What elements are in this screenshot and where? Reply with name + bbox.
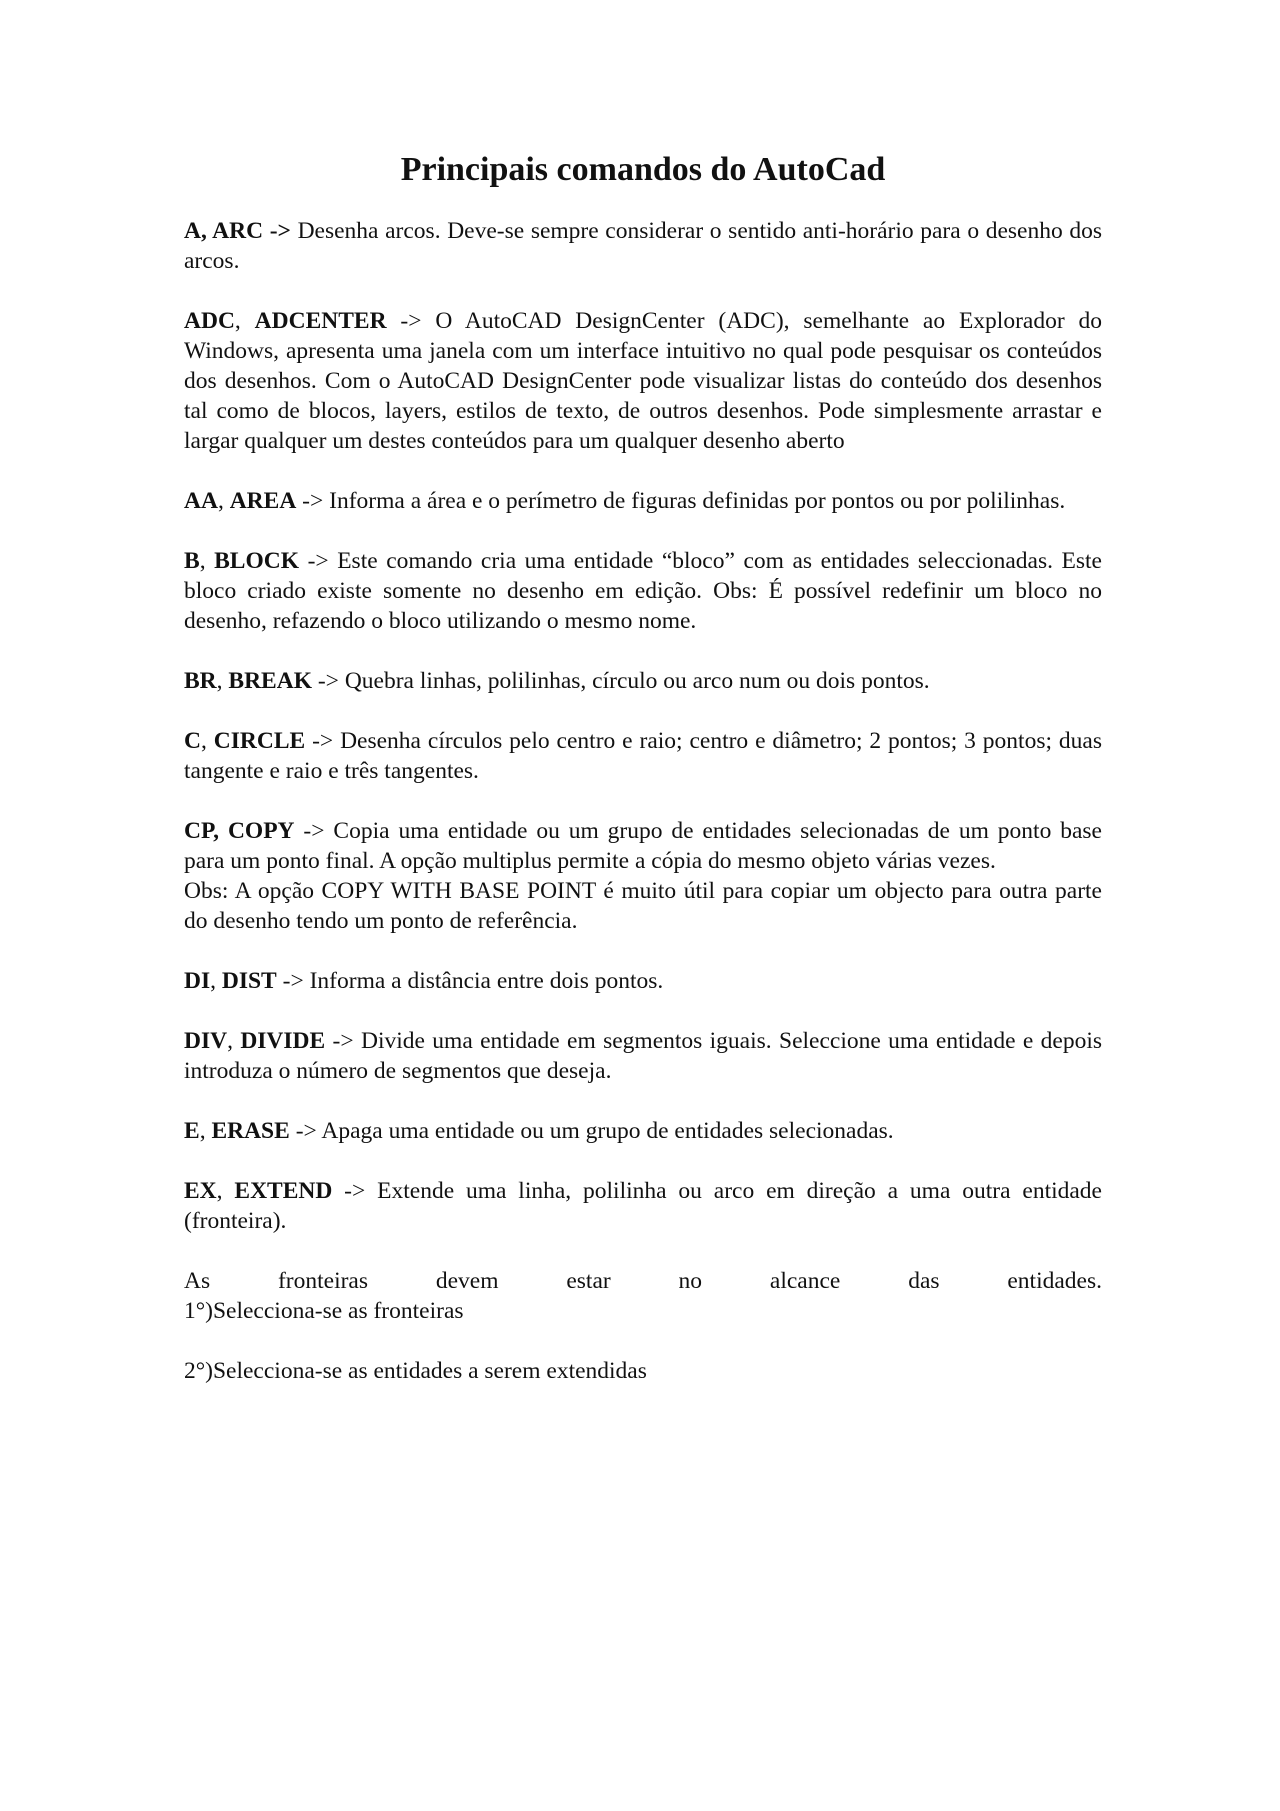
page-title: Principais comandos do AutoCad [400,151,886,188]
entry-divide [184,1026,1102,1086]
command-description: Informa a distância entre dois pontos. [309,968,664,994]
entry-text [184,1116,1102,1146]
entry-note: Obs: A opção COPY WITH BASE POINT é muito útil para copiar um objecto para outra parte do desenho tendo um ponto de referência. [184,878,1102,934]
command-name: EXTEND [234,1178,333,1204]
entry-text [184,816,1102,876]
command-name: CIRCLE [213,728,306,754]
extend-step-2: 2°)Selecciona-se as entidades a serem extendidas [184,1358,647,1384]
command-alias: AA [184,488,218,514]
command-description: Apaga uma entidade ou um grupo de entidades selecionadas. [321,1118,894,1144]
command-description: Informa a área e o perímetro de figuras definidas por pontos ou por polilinhas. [329,488,1066,514]
entry-text [184,1026,1102,1086]
entry-text [184,306,1102,456]
entry-text [184,666,1102,696]
entry-circle [184,726,1102,786]
command-alias: DIV [184,1028,228,1054]
command-description: Quebra linhas, polilinhas, círculo ou arco num ou dois pontos. [344,668,930,694]
command-description: Extende uma linha, polilinha ou arco em direção a uma outra entidade (fronteira). [184,1178,1102,1234]
command-name: AREA [229,488,297,514]
document-page [184,150,1102,1416]
command-alias: C [184,728,201,754]
command-alias: DI [184,968,211,994]
command-name: ERASE [211,1118,290,1144]
command-arrow: -> [311,668,345,694]
command-separator: , [216,1178,235,1204]
command-arrow: -> [325,1028,361,1054]
command-separator: , [200,728,214,754]
command-name: ADCENTER [254,308,387,334]
command-alias: A, ARC [184,218,264,244]
entry-text [184,1176,1102,1236]
command-description: Desenha círculos pelo centro e raio; centro e diâmetro; 2 pontos; 3 pontos; duas tangente e raio e três tangentes. [184,728,1102,784]
entry-break [184,666,1102,696]
command-separator: , [227,1028,241,1054]
command-alias: B [184,548,200,574]
command-separator: , [199,1118,212,1144]
entry-adcenter [184,306,1102,456]
entry-area [184,486,1102,516]
command-arrow: -> [294,818,334,844]
command-alias: ADC [184,308,235,334]
entry-dist [184,966,1102,996]
command-name: BREAK [228,668,312,694]
extend-notes [184,1266,1102,1326]
command-arrow: -> [305,728,341,754]
entry-text [184,546,1102,636]
entry-text [184,216,1102,276]
entry-extend [184,1176,1102,1236]
extend-note-line: As fronteiras devem estar no alcance das entidades. [184,1268,1102,1294]
command-arrow: -> [289,1118,322,1144]
command-separator: , [217,488,230,514]
extend-step-1: 1°)Selecciona-se as fronteiras [184,1298,464,1324]
command-arrow: -> [299,548,338,574]
command-alias: E [184,1118,200,1144]
command-separator: , [234,308,255,334]
command-alias: CP, COPY [184,818,295,844]
command-description: Copia uma entidade ou um grupo de entidades selecionadas de um ponto base para um ponto final. A opção multiplus permite a cópia do mesmo objeto várias vezes. [184,818,1102,874]
entry-text [184,966,1102,996]
entry-block [184,546,1102,636]
command-description: Este comando cria uma entidade “bloco” com as entidades seleccionadas. Este bloco criado existe somente no desenho em edição. Obs: É possível redefinir um bloco no desenho, refazendo o bloco utilizando o mesmo nome. [184,548,1102,634]
command-description: O AutoCAD DesignCenter (ADC), semelhante ao Explorador do Windows, apresenta uma janela com um interface intuitivo no qual pode pesquisar os conteúdos dos desenhos. Com o AutoCAD DesignCenter pode visualizar listas do conteúdo dos desenhos tal como de blocos, layers, estilos de texto, de outros desenhos. Pode simplesmente arrastar e largar qualquer um destes conteúdos para um qualquer desenho aberto [184,308,1103,454]
entry-erase [184,1116,1102,1146]
command-separator: , [199,548,215,574]
entry-text [184,486,1102,516]
command-arrow: -> [386,308,436,334]
command-name: DIST [221,968,277,994]
command-separator: , [216,668,229,694]
command-description: Desenha arcos. Deve-se sempre considerar o sentido anti-horário para o desenho dos arcos. [184,218,1102,274]
command-description: Divide uma entidade em segmentos iguais. Seleccione uma entidade e depois introduza o número de segmentos que deseja. [184,1028,1102,1084]
command-name: BLOCK [214,548,300,574]
command-arrow: -> [276,968,310,994]
command-alias: BR [184,668,217,694]
command-arrow: -> [263,218,298,244]
command-alias: EX [184,1178,217,1204]
command-arrow: -> [332,1178,378,1204]
entry-arc [184,216,1102,276]
extend-step-2-block [184,1356,1102,1386]
entry-copy [184,816,1102,936]
command-separator: , [210,968,222,994]
command-name: DIVIDE [240,1028,326,1054]
command-arrow: -> [296,488,330,514]
entry-text [184,726,1102,786]
